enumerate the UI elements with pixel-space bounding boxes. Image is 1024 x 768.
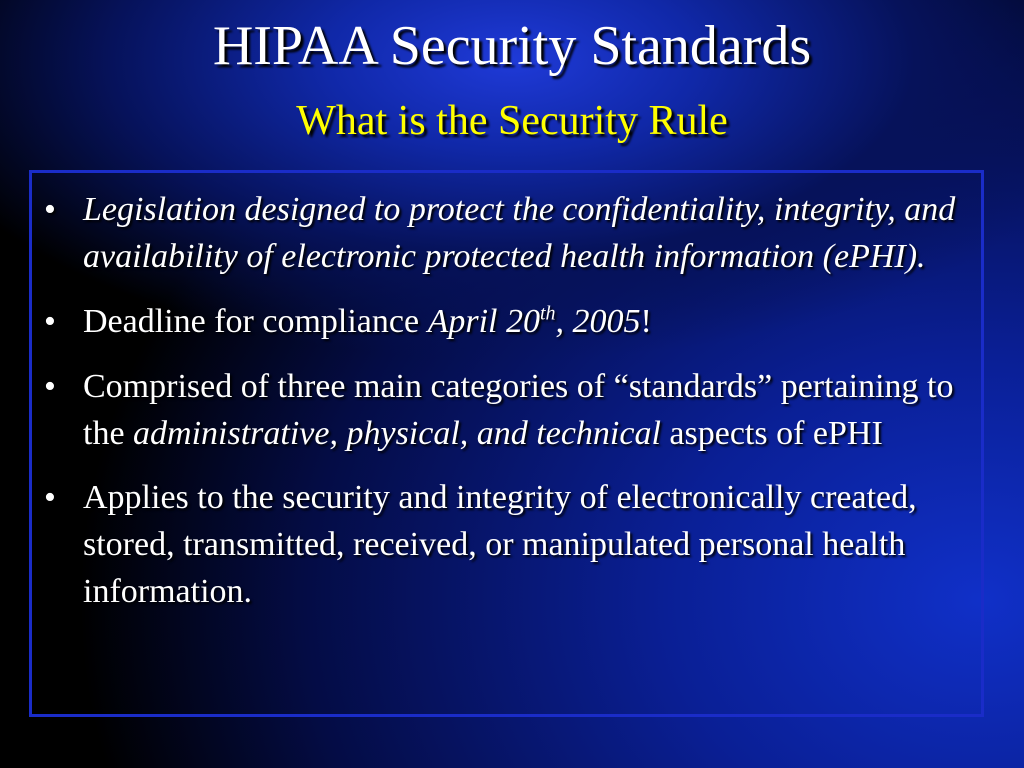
slide-subtitle: What is the Security Rule (296, 98, 728, 144)
bullet-text-categories-prefix: Comprised of three main categories of “standards” pertaining to the (83, 368, 954, 452)
bullet-text-applies: Applies to the security and integrity of electronically created, stored, transmitted, received, or manipulated personal health information. (83, 479, 917, 610)
bullet-text-categories-emphasis: administrative, physical, and technical (133, 415, 661, 452)
bullet-item-legislation (44, 186, 974, 280)
slide-title: HIPAA Security Standards (212, 15, 812, 77)
bullet-item-deadline (44, 298, 974, 345)
bullet-text-legislation: Legislation designed to protect the confidentiality, integrity, and availability of electronic protected health information (ePHI). (83, 191, 956, 275)
bullet-icon: • (44, 368, 56, 405)
bullet-text-deadline-suffix: ! (640, 303, 652, 340)
bullet-text-deadline-prefix: Deadline for compliance (83, 303, 428, 340)
bullet-text-categories-suffix: aspects of ePHI (660, 415, 883, 452)
bullet-list (44, 186, 974, 633)
bullet-item-applies (44, 474, 974, 615)
bullet-icon: • (44, 191, 56, 228)
deadline-date-year: , 2005 (555, 303, 641, 340)
deadline-date-ordinal: th (539, 302, 556, 325)
deadline-date-main: April 20 (427, 303, 540, 340)
bullet-icon: • (44, 303, 56, 340)
bullet-icon: • (44, 479, 56, 516)
deadline-date (428, 303, 641, 340)
bullet-item-categories (44, 363, 974, 457)
